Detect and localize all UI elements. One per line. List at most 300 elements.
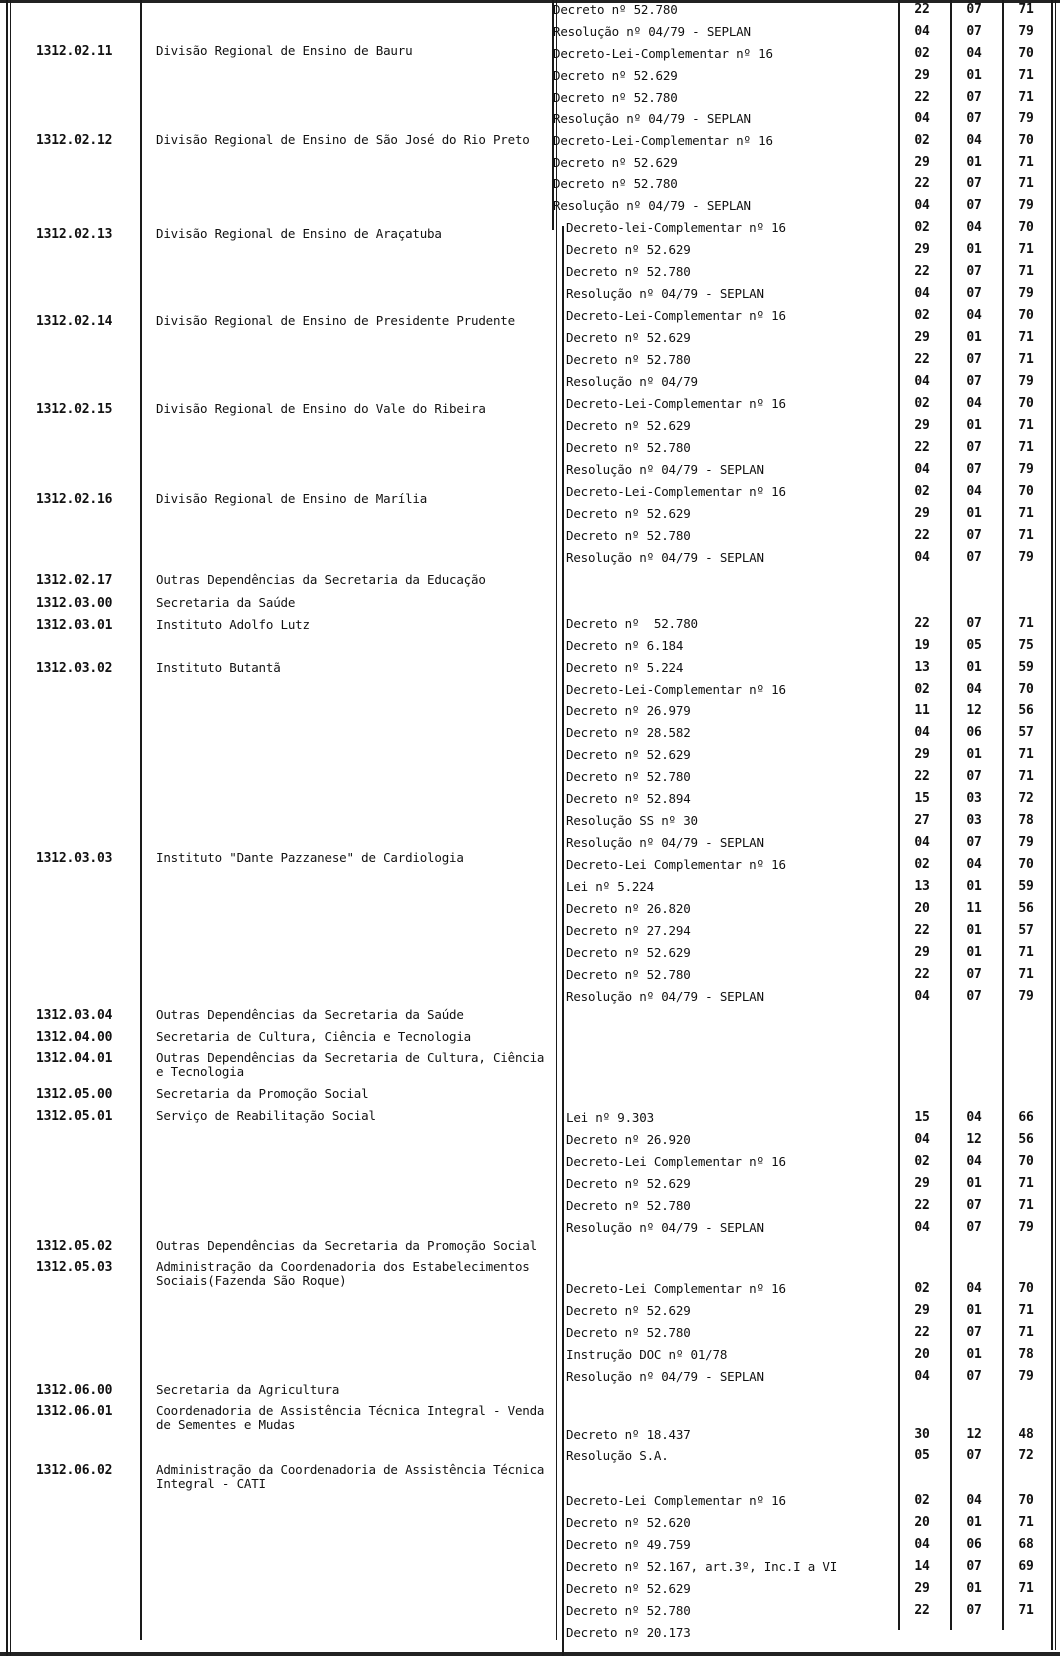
legal-reference: Decreto nº 49.759 <box>566 1537 691 1552</box>
organ-description: Serviço de Reabilitação Social <box>156 1108 376 1123</box>
year-cell: 71 <box>1018 68 1034 83</box>
day-cell: 13 <box>914 660 930 675</box>
year-column-divider <box>1002 0 1004 1630</box>
organ-description: Secretaria da Agricultura <box>156 1382 340 1397</box>
day-column-divider <box>898 0 900 1630</box>
year-cell: 70 <box>1018 857 1034 872</box>
day-cell: 04 <box>914 1369 930 1384</box>
organ-description: Instituto "Dante Pazzanese" de Cardiologia <box>156 850 464 865</box>
day-cell: 14 <box>914 1559 930 1574</box>
organ-code: 1312.03.00 <box>36 596 113 611</box>
year-cell: 66 <box>1018 1110 1034 1125</box>
day-cell: 22 <box>914 264 930 279</box>
day-cell: 20 <box>914 1515 930 1530</box>
year-cell: 71 <box>1018 2 1034 17</box>
legal-reference: Decreto-Lei Complementar nº 16 <box>566 1493 786 1508</box>
right-outer-border-inner <box>1055 0 1056 1650</box>
month-cell: 07 <box>966 440 982 455</box>
year-cell: 71 <box>1018 352 1034 367</box>
day-cell: 04 <box>914 989 930 1004</box>
day-cell: 29 <box>914 747 930 762</box>
day-cell: 02 <box>914 1154 930 1169</box>
legal-reference: Decreto nº 52.629 <box>566 1581 691 1596</box>
month-cell: 04 <box>966 133 982 148</box>
month-cell: 01 <box>966 747 982 762</box>
organ-description: Divisão Regional de Ensino de Bauru <box>156 43 413 58</box>
legal-reference: Decreto-Lei Complementar nº 16 <box>566 1154 786 1169</box>
day-cell: 04 <box>914 286 930 301</box>
month-cell: 07 <box>966 24 982 39</box>
organ-code: 1312.02.12 <box>36 133 113 148</box>
month-cell: 07 <box>966 1220 982 1235</box>
year-cell: 71 <box>1018 90 1034 105</box>
month-cell: 01 <box>966 879 982 894</box>
year-cell: 71 <box>1018 1198 1034 1213</box>
legal-reference: Resolução nº 04/79 - SEPLAN <box>553 198 751 213</box>
legal-reference: Decreto nº 52.780 <box>566 264 691 279</box>
month-cell: 12 <box>966 1427 982 1442</box>
year-cell: 70 <box>1018 396 1034 411</box>
day-cell: 29 <box>914 155 930 170</box>
month-cell: 07 <box>966 264 982 279</box>
day-cell: 15 <box>914 791 930 806</box>
legal-reference: Decreto nº 52.629 <box>566 330 691 345</box>
legal-reference: Decreto nº 52.629 <box>566 747 691 762</box>
organ-code: 1312.02.16 <box>36 492 113 507</box>
legal-reference: Decreto nº 20.173 <box>566 1625 691 1640</box>
organ-code: 1312.02.13 <box>36 227 113 242</box>
organ-code: 1312.05.01 <box>36 1109 113 1124</box>
month-cell: 07 <box>966 769 982 784</box>
day-cell: 22 <box>914 440 930 455</box>
legal-reference: Decreto nº 52.620 <box>566 1515 691 1530</box>
year-cell: 71 <box>1018 945 1034 960</box>
day-cell: 20 <box>914 901 930 916</box>
legal-reference: Decreto nº 52.780 <box>553 2 678 17</box>
year-cell: 70 <box>1018 1154 1034 1169</box>
year-cell: 71 <box>1018 440 1034 455</box>
legal-reference: Decreto nº 52.780 <box>566 769 691 784</box>
month-cell: 07 <box>966 550 982 565</box>
legal-reference: Decreto nº 52.780 <box>566 967 691 982</box>
day-cell: 29 <box>914 330 930 345</box>
organ-description: Secretaria de Cultura, Ciência e Tecnologia <box>156 1029 472 1044</box>
organ-description: Outras Dependências da Secretaria da Promoção Social <box>156 1238 537 1253</box>
year-cell: 71 <box>1018 506 1034 521</box>
day-cell: 04 <box>914 198 930 213</box>
legal-reference: Resolução nº 04/79 - SEPLAN <box>566 1220 764 1235</box>
month-cell: 04 <box>966 396 982 411</box>
reference-column-divider-inner <box>556 0 557 1640</box>
month-cell: 01 <box>966 1176 982 1191</box>
day-cell: 20 <box>914 1347 930 1362</box>
organ-description: Administração da Coordenadoria dos Estabelecimentos Sociais(Fazenda São Roque) <box>156 1259 530 1288</box>
code-column-divider <box>140 0 142 1640</box>
month-cell: 01 <box>966 660 982 675</box>
day-cell: 02 <box>914 396 930 411</box>
year-cell: 79 <box>1018 989 1034 1004</box>
organ-description: Coordenadoria de Assistência Técnica Integral - Venda de Sementes e Mudas <box>156 1403 545 1432</box>
legal-reference: Decreto nº 52.629 <box>566 1176 691 1191</box>
month-cell: 07 <box>966 1448 982 1463</box>
legal-reference: Decreto nº 52.780 <box>566 352 691 367</box>
year-cell: 70 <box>1018 308 1034 323</box>
day-cell: 02 <box>914 46 930 61</box>
day-cell: 22 <box>914 1603 930 1618</box>
legal-reference: Decreto nº 52.629 <box>566 418 691 433</box>
month-cell: 07 <box>966 967 982 982</box>
legal-reference: Resolução S.A. <box>566 1448 669 1463</box>
organ-description: Secretaria da Saúde <box>156 595 296 610</box>
day-cell: 04 <box>914 1132 930 1147</box>
legal-reference: Decreto nº 26.920 <box>566 1132 691 1147</box>
month-cell: 01 <box>966 155 982 170</box>
day-cell: 04 <box>914 1537 930 1552</box>
month-cell: 04 <box>966 682 982 697</box>
legal-reference: Decreto nº 52.894 <box>566 791 691 806</box>
day-cell: 15 <box>914 1110 930 1125</box>
month-cell: 04 <box>966 220 982 235</box>
legal-reference: Resolução nº 04/79 - SEPLAN <box>566 989 764 1004</box>
month-cell: 07 <box>966 616 982 631</box>
day-cell: 02 <box>914 1493 930 1508</box>
year-cell: 71 <box>1018 1325 1034 1340</box>
day-cell: 22 <box>914 769 930 784</box>
organ-code: 1312.04.00 <box>36 1030 113 1045</box>
day-cell: 22 <box>914 616 930 631</box>
day-cell: 29 <box>914 506 930 521</box>
day-cell: 30 <box>914 1427 930 1442</box>
month-cell: 01 <box>966 506 982 521</box>
month-cell: 01 <box>966 1581 982 1596</box>
year-cell: 71 <box>1018 242 1034 257</box>
left-outer-border <box>6 0 8 1656</box>
day-cell: 22 <box>914 352 930 367</box>
month-cell: 01 <box>966 1515 982 1530</box>
legal-reference: Lei nº 9.303 <box>566 1110 654 1125</box>
month-cell: 07 <box>966 1369 982 1384</box>
day-cell: 04 <box>914 550 930 565</box>
month-cell: 01 <box>966 1347 982 1362</box>
legal-reference: Resolução nº 04/79 - SEPLAN <box>566 835 764 850</box>
organ-code: 1312.03.04 <box>36 1008 113 1023</box>
year-cell: 70 <box>1018 1493 1034 1508</box>
year-cell: 70 <box>1018 220 1034 235</box>
day-cell: 04 <box>914 111 930 126</box>
month-cell: 12 <box>966 1132 982 1147</box>
organ-code: 1312.03.02 <box>36 661 113 676</box>
organ-code: 1312.05.02 <box>36 1239 113 1254</box>
day-cell: 04 <box>914 374 930 389</box>
year-cell: 71 <box>1018 769 1034 784</box>
day-cell: 22 <box>914 528 930 543</box>
legal-reference: Decreto nº 52.629 <box>566 945 691 960</box>
year-cell: 78 <box>1018 813 1034 828</box>
legal-reference: Decreto nº 52.629 <box>566 1303 691 1318</box>
day-cell: 02 <box>914 484 930 499</box>
month-cell: 12 <box>966 703 982 718</box>
month-cell: 06 <box>966 725 982 740</box>
year-cell: 79 <box>1018 286 1034 301</box>
organ-description: Outras Dependências da Secretaria de Cultura, Ciência e Tecnologia <box>156 1050 545 1079</box>
legal-reference: Decreto nº 52.629 <box>566 506 691 521</box>
month-cell: 07 <box>966 176 982 191</box>
day-cell: 04 <box>914 462 930 477</box>
month-cell: 01 <box>966 242 982 257</box>
month-cell: 07 <box>966 528 982 543</box>
legal-reference: Resolução SS nº 30 <box>566 813 698 828</box>
day-cell: 04 <box>914 835 930 850</box>
legal-reference: Decreto nº 28.582 <box>566 725 691 740</box>
month-cell: 01 <box>966 1303 982 1318</box>
year-cell: 71 <box>1018 264 1034 279</box>
year-cell: 71 <box>1018 330 1034 345</box>
month-cell: 04 <box>966 1493 982 1508</box>
year-cell: 79 <box>1018 835 1034 850</box>
year-cell: 70 <box>1018 133 1034 148</box>
day-cell: 29 <box>914 1303 930 1318</box>
month-cell: 07 <box>966 90 982 105</box>
legal-reference: Decreto-lei-Complementar nº 16 <box>566 220 786 235</box>
month-cell: 01 <box>966 945 982 960</box>
month-cell: 07 <box>966 2 982 17</box>
day-cell: 04 <box>914 725 930 740</box>
month-cell: 07 <box>966 198 982 213</box>
year-cell: 75 <box>1018 638 1034 653</box>
legal-reference: Decreto nº 52.167, art.3º, Inc.I a VI <box>566 1559 838 1574</box>
organ-code: 1312.05.00 <box>36 1087 113 1102</box>
day-cell: 22 <box>914 90 930 105</box>
day-cell: 22 <box>914 176 930 191</box>
month-cell: 07 <box>966 835 982 850</box>
organ-code: 1312.03.03 <box>36 851 113 866</box>
day-cell: 29 <box>914 1581 930 1596</box>
legal-reference: Decreto-Lei Complementar nº 16 <box>566 1281 786 1296</box>
year-cell: 70 <box>1018 46 1034 61</box>
legal-reference: Decreto nº 5.224 <box>566 660 684 675</box>
day-cell: 13 <box>914 879 930 894</box>
year-cell: 79 <box>1018 198 1034 213</box>
day-cell: 02 <box>914 220 930 235</box>
organ-description: Outras Dependências da Secretaria da Saúde <box>156 1007 464 1022</box>
organ-description: Divisão Regional de Ensino do Vale do Ribeira <box>156 401 486 416</box>
legal-reference: Decreto nº 52.780 <box>566 528 691 543</box>
day-cell: 05 <box>914 1448 930 1463</box>
legal-reference: Resolução nº 04/79 - SEPLAN <box>553 24 751 39</box>
month-cell: 05 <box>966 638 982 653</box>
organ-description: Divisão Regional de Ensino de Marília <box>156 491 428 506</box>
legal-reference: Resolução nº 04/79 - SEPLAN <box>553 111 751 126</box>
month-cell: 03 <box>966 791 982 806</box>
legal-reference: Decreto nº 52.629 <box>553 155 678 170</box>
legal-reference: Decreto-Lei-Complementar nº 16 <box>566 308 786 323</box>
day-cell: 29 <box>914 418 930 433</box>
month-column-divider <box>950 0 952 1630</box>
organ-description: Instituto Butantã <box>156 660 281 675</box>
year-cell: 71 <box>1018 418 1034 433</box>
organ-description: Administração da Coordenadoria de Assistência Técnica Integral - CATI <box>156 1462 545 1491</box>
year-cell: 72 <box>1018 791 1034 806</box>
day-cell: 27 <box>914 813 930 828</box>
legal-reference: Decreto nº 52.780 <box>566 616 698 631</box>
year-cell: 79 <box>1018 462 1034 477</box>
year-cell: 79 <box>1018 550 1034 565</box>
month-cell: 04 <box>966 857 982 872</box>
month-cell: 01 <box>966 418 982 433</box>
year-cell: 48 <box>1018 1427 1034 1442</box>
day-cell: 02 <box>914 682 930 697</box>
day-cell: 22 <box>914 923 930 938</box>
legal-reference: Lei nº 5.224 <box>566 879 654 894</box>
legal-reference: Decreto-Lei-Complementar nº 16 <box>566 484 786 499</box>
month-cell: 07 <box>966 374 982 389</box>
year-cell: 71 <box>1018 155 1034 170</box>
month-cell: 07 <box>966 1603 982 1618</box>
month-cell: 04 <box>966 1110 982 1125</box>
year-cell: 56 <box>1018 901 1034 916</box>
legal-reference: Decreto-Lei-Complementar nº 16 <box>553 133 773 148</box>
organ-code: 1312.02.11 <box>36 44 113 59</box>
legal-reference: Decreto nº 27.294 <box>566 923 691 938</box>
day-cell: 29 <box>914 242 930 257</box>
legal-reference: Resolução nº 04/79 <box>566 374 698 389</box>
day-cell: 22 <box>914 2 930 17</box>
organ-code: 1312.06.01 <box>36 1404 113 1419</box>
month-cell: 11 <box>966 901 982 916</box>
left-outer-border-inner <box>10 0 11 1656</box>
day-cell: 02 <box>914 1281 930 1296</box>
year-cell: 78 <box>1018 1347 1034 1362</box>
day-cell: 29 <box>914 1176 930 1191</box>
day-cell: 29 <box>914 68 930 83</box>
year-cell: 72 <box>1018 1448 1034 1463</box>
month-cell: 04 <box>966 308 982 323</box>
organ-code: 1312.06.00 <box>36 1383 113 1398</box>
year-cell: 71 <box>1018 616 1034 631</box>
reference-column-divider-lower <box>562 226 564 1656</box>
day-cell: 22 <box>914 1198 930 1213</box>
legal-reference: Decreto nº 6.184 <box>566 638 684 653</box>
month-cell: 01 <box>966 68 982 83</box>
year-cell: 71 <box>1018 1303 1034 1318</box>
month-cell: 07 <box>966 111 982 126</box>
month-cell: 03 <box>966 813 982 828</box>
month-cell: 01 <box>966 923 982 938</box>
year-cell: 57 <box>1018 725 1034 740</box>
year-cell: 70 <box>1018 682 1034 697</box>
year-cell: 79 <box>1018 1369 1034 1384</box>
day-cell: 02 <box>914 308 930 323</box>
month-cell: 04 <box>966 1154 982 1169</box>
month-cell: 04 <box>966 46 982 61</box>
bottom-border <box>0 1652 1060 1656</box>
month-cell: 07 <box>966 1198 982 1213</box>
legal-reference: Decreto nº 26.820 <box>566 901 691 916</box>
day-cell: 02 <box>914 133 930 148</box>
legal-reference: Instrução DOC nº 01/78 <box>566 1347 728 1362</box>
day-cell: 02 <box>914 857 930 872</box>
legal-reference: Decreto nº 26.979 <box>566 703 691 718</box>
day-cell: 22 <box>914 967 930 982</box>
organ-code: 1312.02.17 <box>36 573 113 588</box>
month-cell: 04 <box>966 484 982 499</box>
year-cell: 79 <box>1018 24 1034 39</box>
legal-reference: Decreto nº 52.780 <box>553 176 678 191</box>
organ-code: 1312.02.14 <box>36 314 113 329</box>
organ-description: Instituto Adolfo Lutz <box>156 617 310 632</box>
year-cell: 56 <box>1018 1132 1034 1147</box>
legal-reference: Decreto nº 52.629 <box>553 68 678 83</box>
legal-reference: Resolução nº 04/79 - SEPLAN <box>566 1369 764 1384</box>
day-cell: 11 <box>914 703 930 718</box>
legal-reference: Decreto-Lei-Complementar nº 16 <box>553 46 773 61</box>
legal-reference: Decreto nº 52.629 <box>566 242 691 257</box>
year-cell: 71 <box>1018 747 1034 762</box>
organ-description: Divisão Regional de Ensino de Presidente Prudente <box>156 313 515 328</box>
year-cell: 71 <box>1018 967 1034 982</box>
month-cell: 07 <box>966 352 982 367</box>
year-cell: 57 <box>1018 923 1034 938</box>
legal-reference: Decreto nº 52.780 <box>566 1603 691 1618</box>
legal-reference: Decreto nº 52.780 <box>566 1325 691 1340</box>
top-border <box>0 0 1060 3</box>
organ-description: Outras Dependências da Secretaria da Educação <box>156 572 486 587</box>
year-cell: 69 <box>1018 1559 1034 1574</box>
year-cell: 71 <box>1018 1515 1034 1530</box>
legal-reference: Decreto nº 18.437 <box>566 1427 691 1442</box>
year-cell: 71 <box>1018 1603 1034 1618</box>
year-cell: 70 <box>1018 484 1034 499</box>
year-cell: 79 <box>1018 1220 1034 1235</box>
day-cell: 19 <box>914 638 930 653</box>
legal-reference: Resolução nº 04/79 - SEPLAN <box>566 550 764 565</box>
day-cell: 04 <box>914 1220 930 1235</box>
legal-reference: Decreto-Lei-Complementar nº 16 <box>566 396 786 411</box>
legal-reference: Decreto nº 52.780 <box>566 1198 691 1213</box>
year-cell: 71 <box>1018 176 1034 191</box>
month-cell: 07 <box>966 462 982 477</box>
year-cell: 68 <box>1018 1537 1034 1552</box>
organ-code: 1312.03.01 <box>36 618 113 633</box>
legal-reference: Resolução nº 04/79 - SEPLAN <box>566 286 764 301</box>
legal-reference: Resolução nº 04/79 - SEPLAN <box>566 462 764 477</box>
month-cell: 07 <box>966 1325 982 1340</box>
year-cell: 71 <box>1018 528 1034 543</box>
organ-code: 1312.02.15 <box>36 402 113 417</box>
month-cell: 07 <box>966 989 982 1004</box>
year-cell: 79 <box>1018 374 1034 389</box>
year-cell: 70 <box>1018 1281 1034 1296</box>
year-cell: 71 <box>1018 1176 1034 1191</box>
month-cell: 07 <box>966 286 982 301</box>
right-outer-border <box>1051 0 1053 1650</box>
month-cell: 06 <box>966 1537 982 1552</box>
year-cell: 71 <box>1018 1581 1034 1596</box>
month-cell: 04 <box>966 1281 982 1296</box>
legal-reference: Decreto nº 52.780 <box>566 440 691 455</box>
day-cell: 04 <box>914 24 930 39</box>
year-cell: 59 <box>1018 879 1034 894</box>
year-cell: 56 <box>1018 703 1034 718</box>
legal-reference: Decreto nº 52.780 <box>553 90 678 105</box>
day-cell: 29 <box>914 945 930 960</box>
organ-description: Divisão Regional de Ensino de Araçatuba <box>156 226 442 241</box>
organ-code: 1312.06.02 <box>36 1463 113 1478</box>
month-cell: 07 <box>966 1559 982 1574</box>
organ-code: 1312.04.01 <box>36 1051 113 1066</box>
organ-description: Divisão Regional de Ensino de São José do Rio Preto <box>156 132 530 147</box>
year-cell: 59 <box>1018 660 1034 675</box>
